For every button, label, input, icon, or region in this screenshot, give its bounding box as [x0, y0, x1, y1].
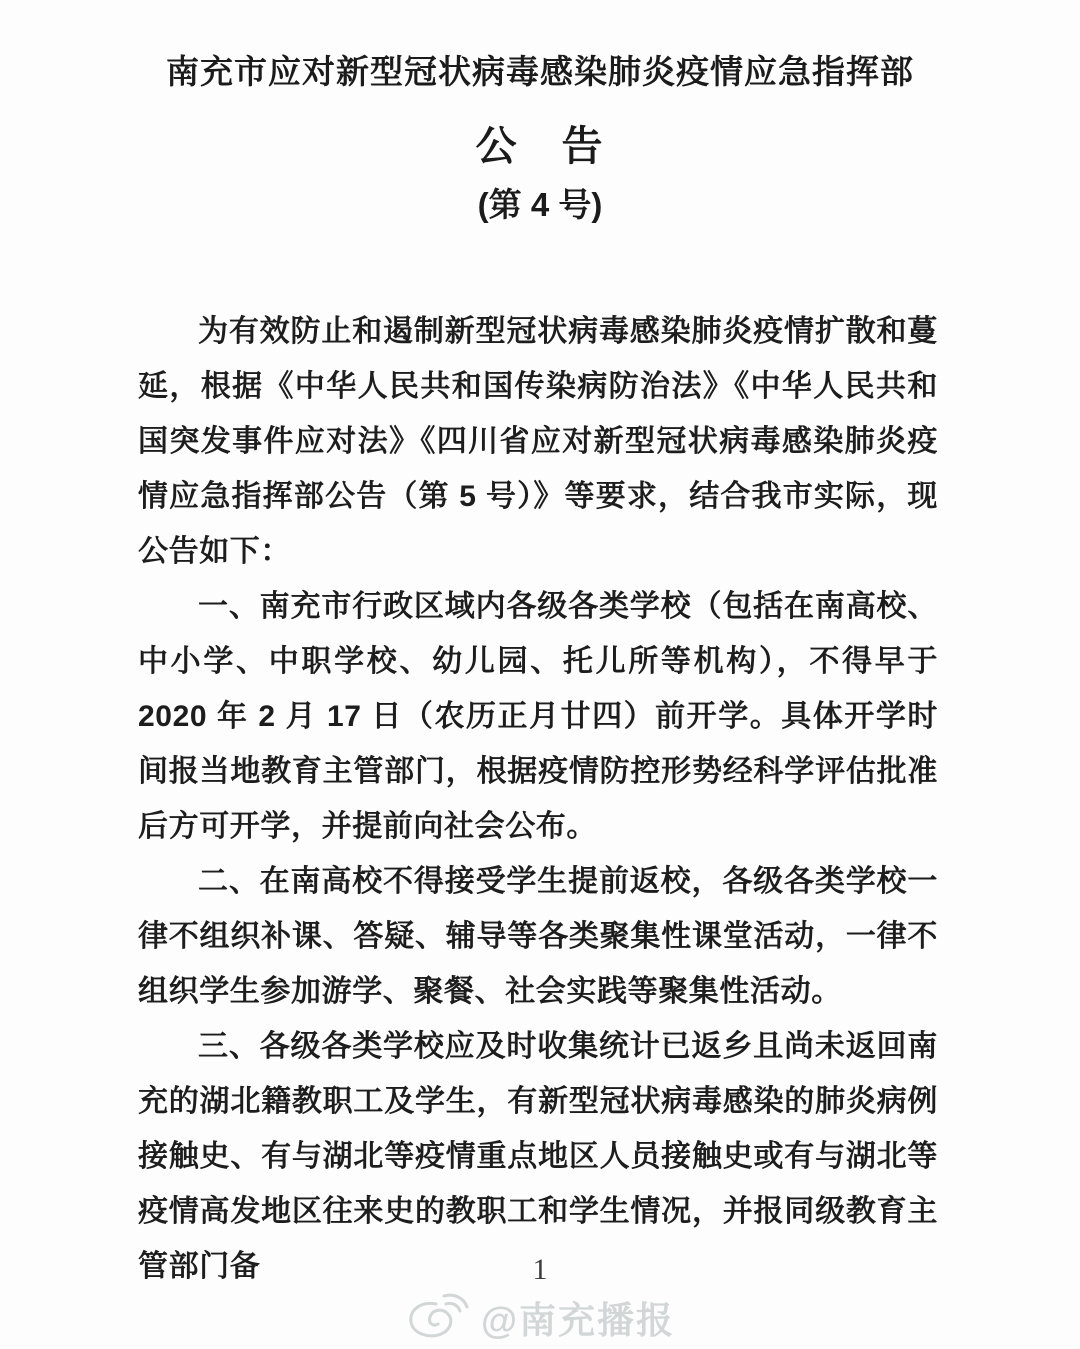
document-body: [138, 304, 938, 1294]
weibo-icon: [405, 1291, 471, 1343]
page-number: 1: [532, 1253, 548, 1286]
document-type-heading: 公 告: [475, 123, 605, 169]
body-paragraph: 一、南充市行政区域内各级各类学校（包括在南高校、中小学、中职学校、幼儿园、托儿所等机构），不得早于 2020 年 2 月 17 日（农历正月廿四）前开学。具体开学时间报当地教育主管部门，根据疫情防控形势经科学评估批准后方可开学，并提前向社会公布。: [138, 590, 938, 843]
document-issue-number: (第 4 号): [477, 186, 603, 223]
watermark-text: @南充播报: [480, 1300, 676, 1341]
body-paragraph: 为有效防止和遏制新型冠状病毒感染肺炎疫情扩散和蔓延，根据《中华人民共和国传染病防治法》《中华人民共和国突发事件应对法》《四川省应对新型冠状病毒感染肺炎疫情应急指挥部公告（第 5 号）》等要求，结合我市实际，现公告如下：: [138, 315, 938, 568]
body-paragraph: 三、各级各类学校应及时收集统计已返乡且尚未返回南充的湖北籍教职工及学生，有新型冠状病毒感染的肺炎病例接触史、有与湖北等疫情重点地区人员接触史或有与湖北等疫情高发地区往来史的教职工和学生情况，并报同级教育主管部门备: [138, 1030, 938, 1283]
watermark: [0, 1290, 1080, 1344]
document-header: [0, 0, 1080, 227]
body-paragraph: 二、在南高校不得接受学生提前返校，各级各类学校一律不组织补课、答疑、辅导等各类聚集性课堂活动，一律不组织学生参加游学、聚餐、社会实践等聚集性活动。: [138, 865, 938, 1008]
document-title: 南充市应对新型冠状病毒感染肺炎疫情应急指挥部: [166, 53, 914, 90]
